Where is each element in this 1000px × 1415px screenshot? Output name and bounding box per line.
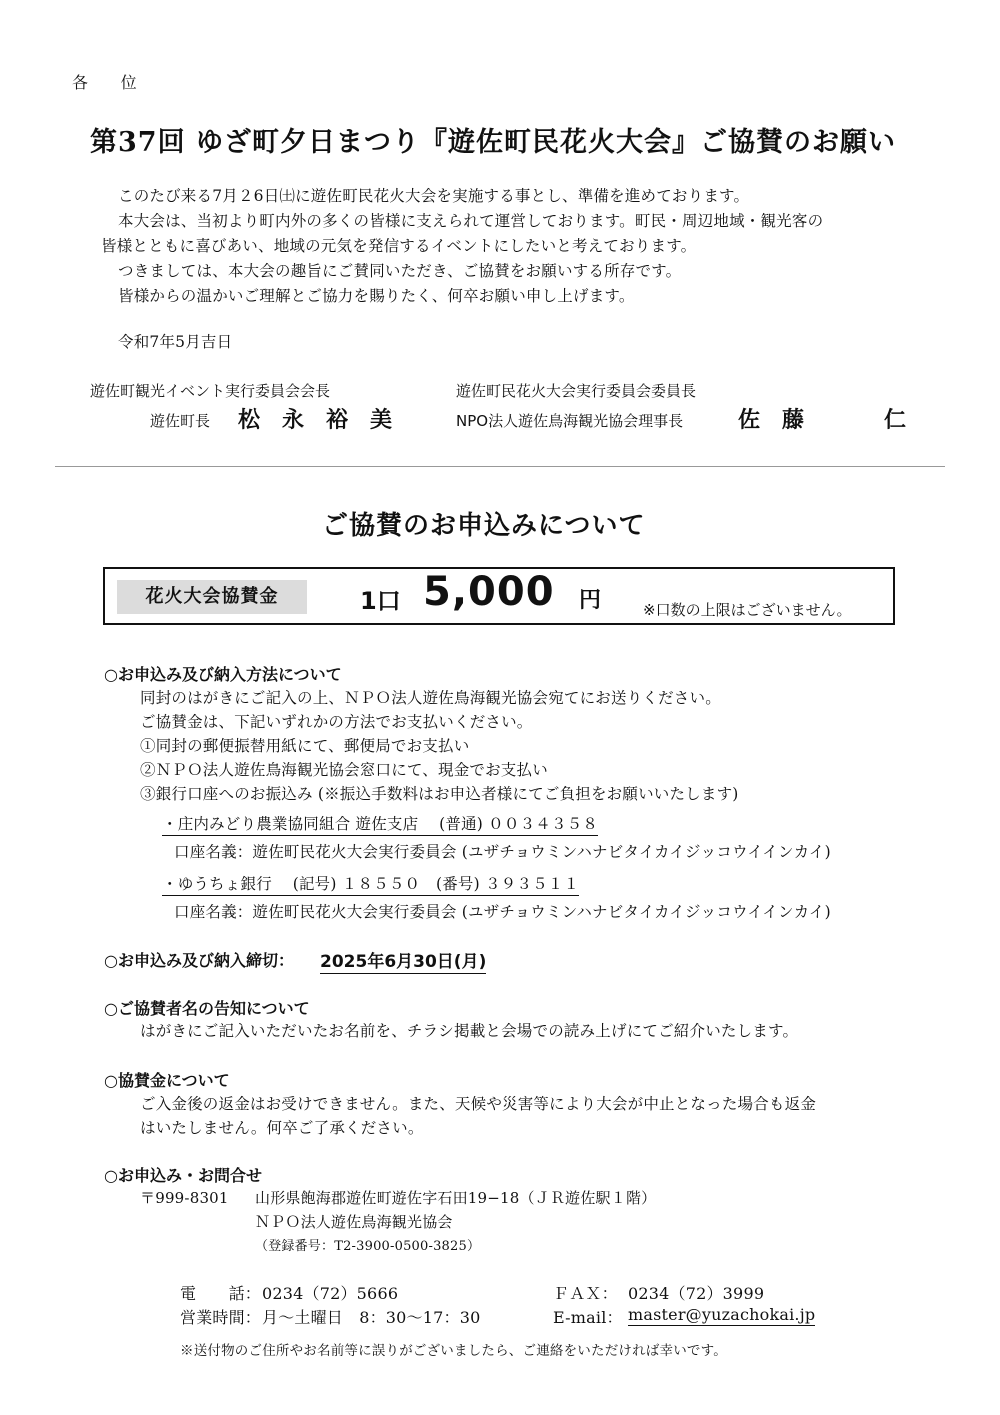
section-heading: ○ご協賛者名の告知について: [104, 999, 310, 1018]
sponsorship-amount: 5,000: [423, 569, 555, 615]
signatory-given-name: 仁: [884, 408, 907, 433]
organization-name: ＮＰＯ法人遊佐鳥海観光協会: [255, 1213, 453, 1231]
signatory-title: NPO法人遊佐鳥海観光協会理事長: [456, 412, 684, 430]
footnote: ※送付物のご住所やお名前等に誤りがございましたら、ご連絡をいただければ幸いです。: [180, 1343, 727, 1359]
fax-label: ＦＡＸ：: [553, 1284, 618, 1303]
signatory-title: 遊佐町長: [150, 412, 211, 430]
method-line: 同封のはがきにご記入の上、ＮＰＯ法人遊佐鳥海観光協会宛てにお送りください。: [140, 689, 721, 707]
deadline-label: ○お申込み及び納入締切：: [104, 951, 294, 970]
bank-account-holder: 口座名義：遊佐町民花火大会実行委員会 (ユザチョウミンハナビタイカイジッコウイインカイ): [174, 843, 831, 861]
section-heading: ○お申込み及び納入方法について: [104, 665, 342, 684]
email-label: E-mail：: [553, 1308, 623, 1327]
announcement-line: はがきにご記入いただいたお名前を、チラシ掲載と会場での読み上げにてご紹介いたします。: [140, 1022, 799, 1040]
method-line: ③銀行口座へのお振込み (※振込手数料はお申込者様にてご負担をお願いいたします): [140, 785, 739, 803]
issue-date: 令和7年5月吉日: [118, 333, 233, 351]
registration-number: （登録番号：T2-3900-0500-3825）: [255, 1239, 481, 1254]
addressee: 各 位: [72, 73, 137, 92]
section-heading: ○お申込み・お問合せ: [104, 1166, 262, 1185]
address: 山形県飽海郡遊佐町遊佐字石田19−18（ＪＲ遊佐駅１階）: [255, 1189, 657, 1207]
method-line: ①同封の郵便振替用紙にて、郵便局でお支払い: [140, 737, 470, 755]
intro-line: このたび来る7月２6日㈯に遊佐町民花火大会を実施する事とし、準備を進めております。: [118, 187, 750, 205]
bank-account-holder: 口座名義：遊佐町民花火大会実行委員会 (ユザチョウミンハナビタイカイジッコウイインカイ): [174, 903, 831, 921]
hours-value: 月～土曜日 8：30～17：30: [262, 1308, 481, 1327]
hours-label: 営業時間：: [180, 1308, 262, 1327]
intro-line: 皆様からの温かいご理解とご協力を賜りたく、何卒お願い申し上げます。: [118, 287, 635, 305]
intro-line: 皆様とともに喜びあい、地域の元気を発信するイベントにしたいと考えております。: [101, 237, 697, 255]
refund-line: ご入金後の返金はお受けできません。また、天候や災害等により大会が中止となった場合も返金: [140, 1095, 817, 1113]
sponsorship-currency: 円: [579, 588, 602, 613]
signatory-org: 遊佐町観光イベント実行委員会会長: [90, 382, 331, 400]
postal-code: 〒999-8301: [140, 1189, 229, 1207]
method-line: ご協賛金は、下記いずれかの方法でお支払いください。: [140, 713, 533, 731]
tel-label: 電 話：: [180, 1284, 262, 1303]
signatory-name: 松 永 裕 美: [238, 408, 393, 433]
section-title: ご協賛のお申込みについて: [322, 511, 646, 541]
section-heading: ○協賛金について: [104, 1071, 230, 1090]
bank-account-yucho: ・ゆうちょ銀行 (記号) １８５５０ (番号) ３９３５１１: [162, 872, 579, 896]
method-line: ②ＮＰＯ法人遊佐鳥海観光協会窓口にて、現金でお支払い: [140, 761, 548, 779]
tel-value: 0234（72）5666: [262, 1284, 399, 1303]
fax-value: 0234（72）3999: [628, 1284, 765, 1303]
email-link[interactable]: master@yuzachokai.jp: [628, 1305, 816, 1324]
bank-account-ja: ・庄内みどり農業協同組合 遊佐支店 (普通) ００３４３５８: [162, 812, 598, 836]
divider: [55, 466, 945, 467]
deadline-value: 2025年6月30日(月): [320, 947, 486, 974]
sponsorship-box: [103, 567, 895, 625]
signatory-surname: 佐 藤: [738, 408, 805, 433]
intro-line: 本大会は、当初より町内外の多くの皆様に支えられて運営しております。町民・周辺地域・観光客の: [118, 212, 824, 230]
refund-line: はいたしません。何卒ご了承ください。: [140, 1119, 424, 1137]
signatory-org: 遊佐町民花火大会実行委員会委員長: [456, 382, 697, 400]
sponsorship-unit: 1口: [360, 587, 401, 615]
intro-line: つきましては、本大会の趣旨にご賛同いただき、ご協賛をお願いする所存です。: [118, 262, 682, 280]
sponsorship-note: ※口数の上限はございません。: [643, 601, 852, 619]
sponsorship-label: 花火大会協賛金: [117, 580, 307, 614]
page-title: 第37回 ゆざ町夕日まつり『遊佐町民花火大会』ご協賛のお願い: [90, 127, 896, 158]
